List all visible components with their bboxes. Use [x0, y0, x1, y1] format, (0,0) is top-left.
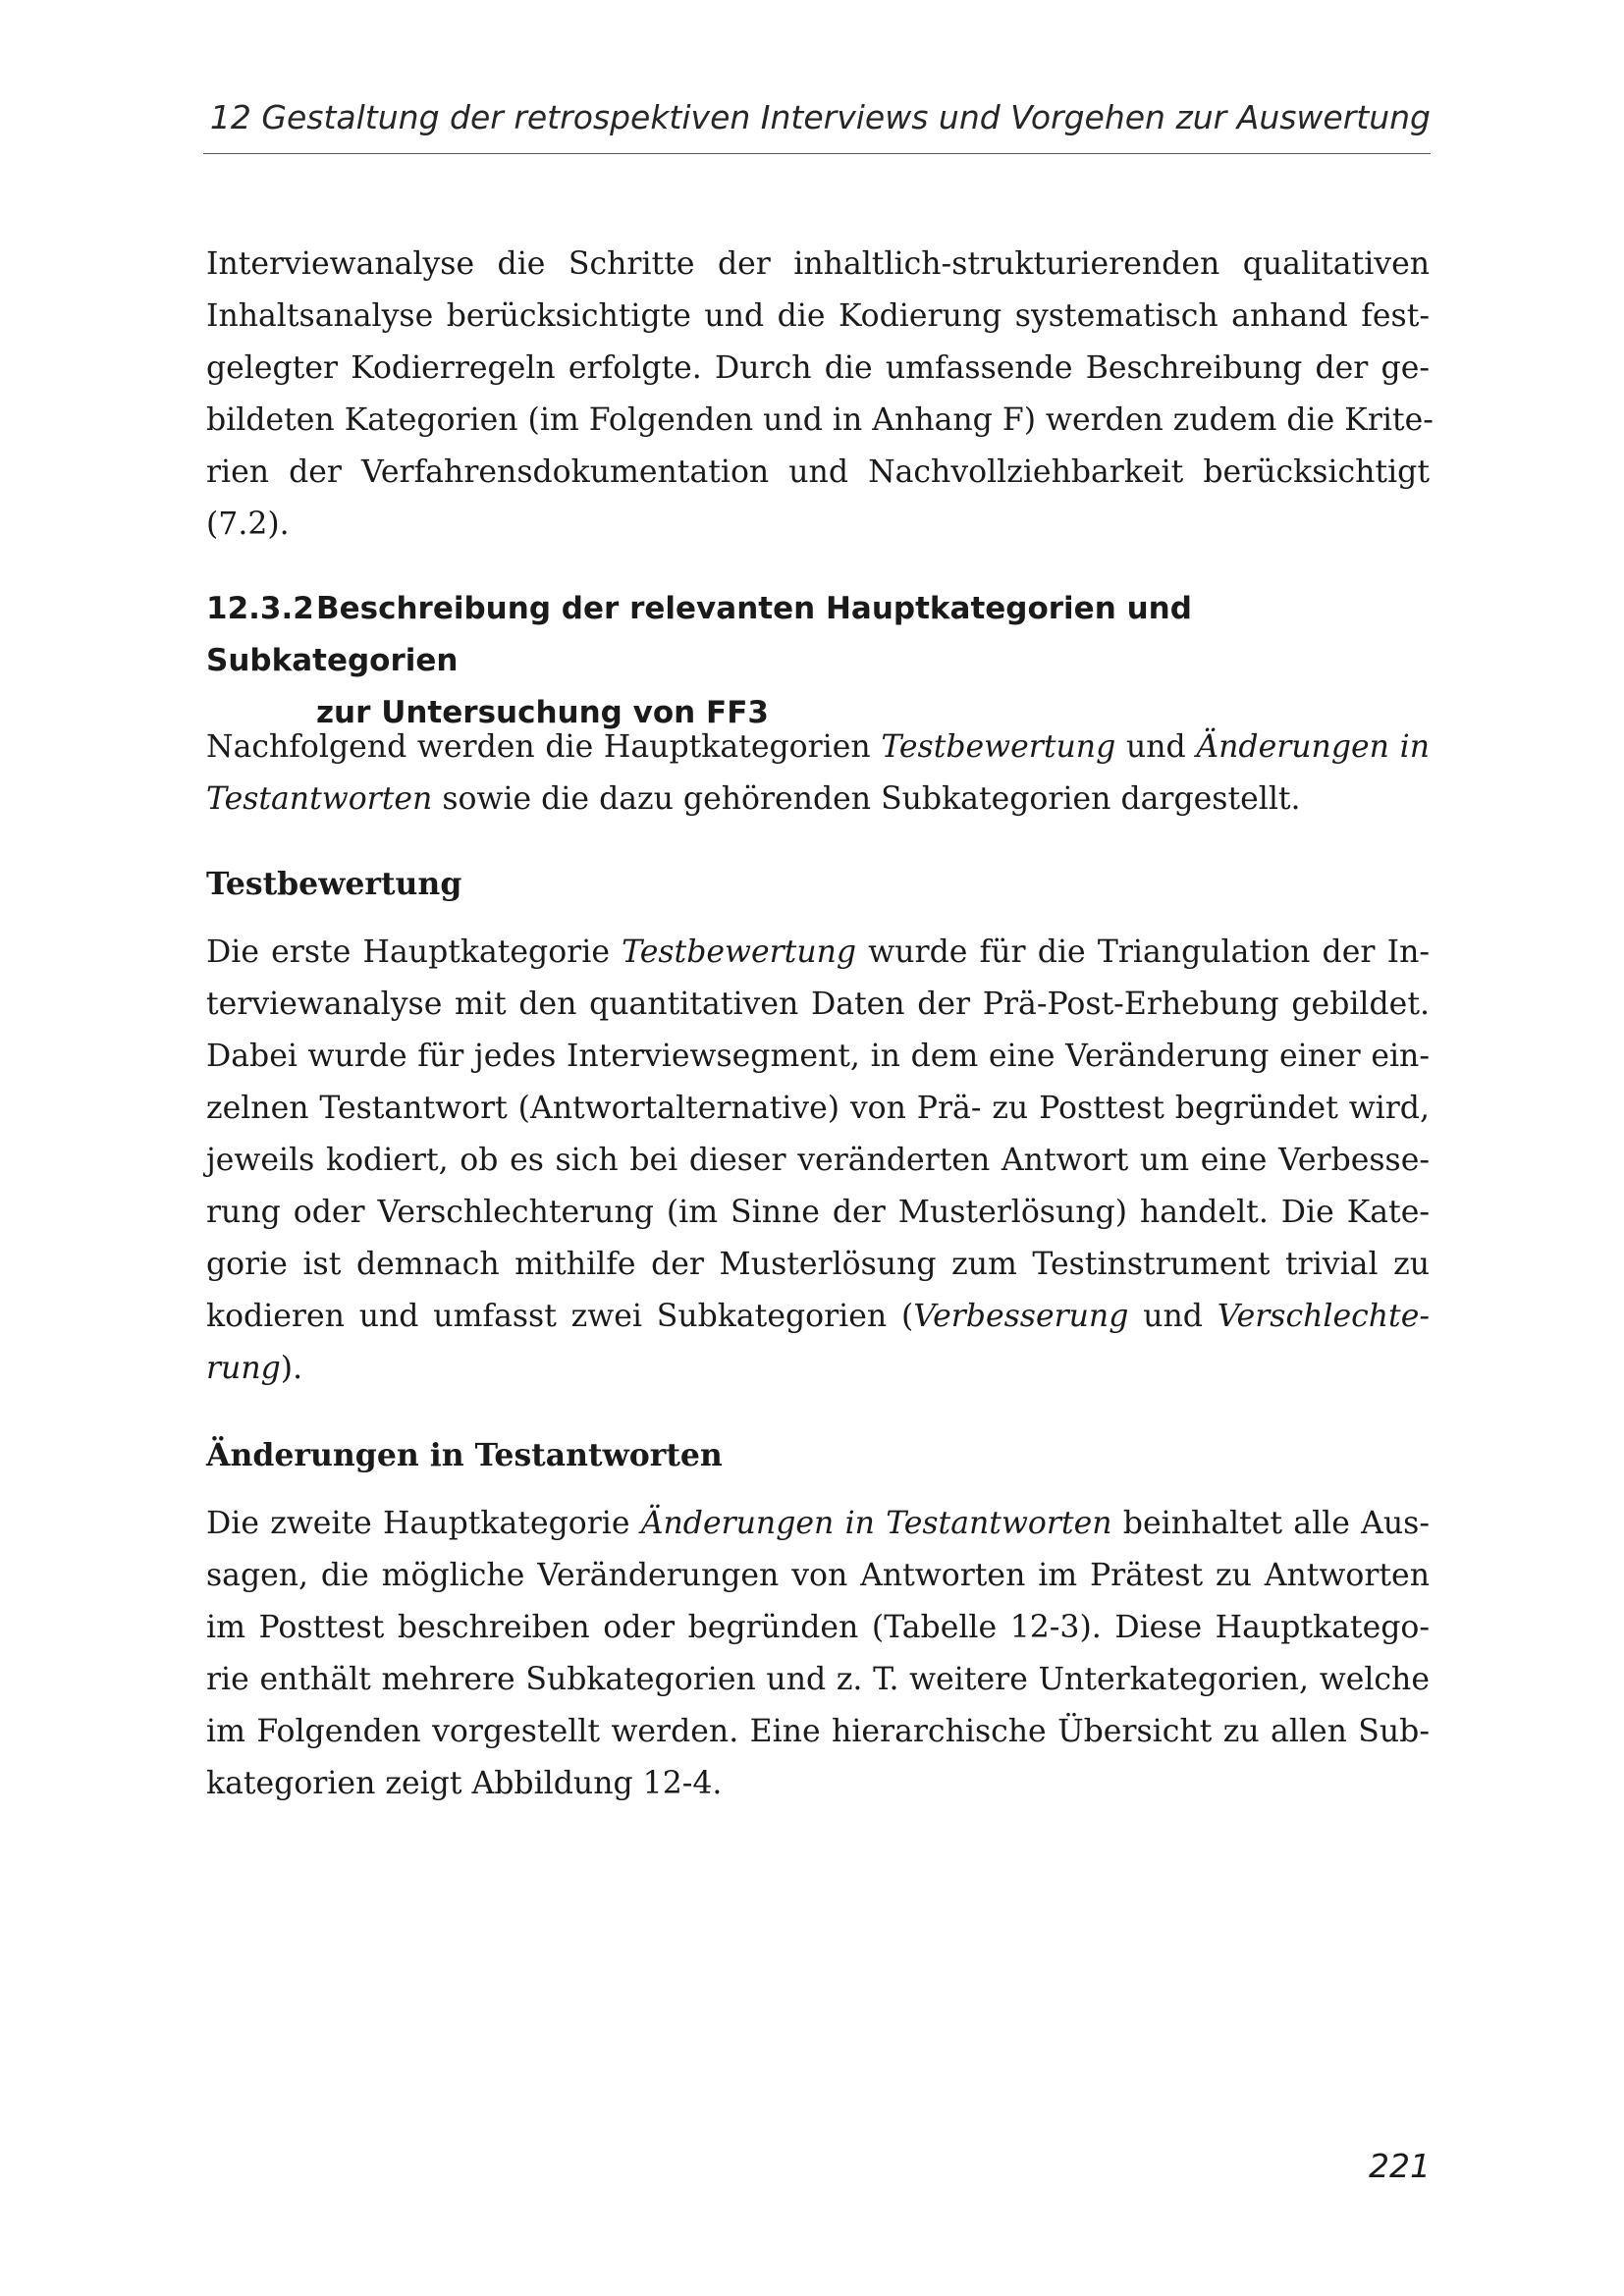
- category-name: Verbesserung: [913, 1299, 1129, 1334]
- category-name: rung: [206, 1351, 281, 1386]
- text-line: [206, 927, 1430, 979]
- text-line: terviewanalyse mit den quantitativen Daten der Prä-Post-Erhebung gebildet.: [206, 987, 1430, 1022]
- section-intro-paragraph: [206, 721, 1430, 826]
- page-number: 221: [1369, 2147, 1431, 2185]
- section-title-line1: Beschreibung der relevanten Hauptkategorien und Subkategorien: [206, 591, 1192, 678]
- text-seg: Die erste Hauptkategorie: [206, 934, 623, 970]
- text-line: im Folgenden vorgestellt werden. Eine hierarchische Übersicht zu allen Sub-: [206, 1714, 1430, 1749]
- header-rule: [203, 153, 1431, 154]
- text-line: rien der Verfahrensdokumentation und Nachvollziehbarkeit berücksichtigt: [206, 454, 1430, 490]
- text-line: [206, 1498, 1430, 1550]
- text-line: bildeten Kategorien (im Folgenden und in Anhang F) werden zudem die Krite-: [206, 402, 1434, 438]
- testbewertung-paragraph: [206, 927, 1430, 1395]
- text-seg: ).: [280, 1351, 303, 1386]
- category-name: Testantworten: [206, 781, 433, 817]
- text-line: jeweils kodiert, ob es sich bei dieser veränderten Antwort um eine Verbesse-: [206, 1143, 1430, 1178]
- text-seg: kodieren und umfasst zwei Subkategorien (: [206, 1299, 914, 1334]
- section-title-line2: zur Untersuchung von FF3: [316, 695, 769, 730]
- subheading-aenderungen: Änderungen in Testantworten: [206, 1437, 723, 1473]
- category-name: Verschlechte-: [1217, 1299, 1430, 1334]
- text-line: gorie ist demnach mithilfe der Musterlösung zum Testinstrument trivial zu: [206, 1247, 1430, 1282]
- text-seg: sowie die dazu gehörenden Subkategorien dargestellt.: [432, 781, 1301, 817]
- text-line: rie enthält mehrere Subkategorien und z. T. weitere Unterkategorien, welche: [206, 1662, 1430, 1697]
- aenderungen-paragraph: [206, 1498, 1430, 1810]
- text-line: sagen, die mögliche Veränderungen von Antworten im Prätest zu Antworten: [206, 1558, 1430, 1593]
- text-line: Inhaltsanalyse berücksichtigte und die Kodierung systematisch anhand fest-: [206, 298, 1430, 334]
- running-head: 12 Gestaltung der retrospektiven Interviews und Vorgehen zur Auswertung: [209, 98, 1431, 136]
- section-heading: [206, 583, 1434, 739]
- text-line: [206, 1291, 1430, 1343]
- category-name: Testbewertung: [622, 934, 857, 970]
- subheading-testbewertung: Testbewertung: [206, 866, 462, 902]
- text-line: Dabei wurde für jedes Interviewsegment, in dem eine Veränderung einer ein-: [206, 1039, 1430, 1074]
- text-seg: wurde für die Triangulation der In-: [856, 934, 1430, 970]
- text-line: rung oder Verschlechterung (im Sinne der Musterlösung) handelt. Die Kate-: [206, 1195, 1430, 1230]
- text-line: (7.2).: [206, 507, 290, 542]
- category-name: Änderungen in Testantworten: [640, 1506, 1112, 1541]
- text-line: kategorien zeigt Abbildung 12-4.: [206, 1766, 723, 1801]
- text-line: im Posttest beschreiben oder begründen (Tabelle 12-3). Diese Hauptkatego-: [206, 1610, 1430, 1645]
- text-seg: und: [1115, 729, 1197, 765]
- text-line: [206, 1343, 1430, 1395]
- text-line: [206, 774, 1430, 826]
- text-line: Interviewanalyse die Schritte der inhaltlich-strukturierenden qualitativen: [206, 246, 1430, 282]
- category-name: Testbewertung: [881, 729, 1116, 765]
- category-name: Änderungen in: [1196, 729, 1430, 765]
- text-seg: und: [1128, 1299, 1218, 1334]
- section-number: 12.3.2: [206, 591, 314, 626]
- text-line: [206, 721, 1430, 774]
- text-line: gelegter Kodierregeln erfolgte. Durch die umfassende Beschreibung der ge-: [206, 350, 1430, 386]
- text-line: zelnen Testantwort (Antwortalternative) von Prä- zu Posttest begründet wird,: [206, 1091, 1430, 1126]
- text-seg: Die zweite Hauptkategorie: [206, 1506, 641, 1541]
- text-seg: Nachfolgend werden die Hauptkategorien: [206, 729, 882, 765]
- text-seg: beinhaltet alle Aus-: [1111, 1506, 1430, 1541]
- intro-paragraph: [206, 239, 1434, 551]
